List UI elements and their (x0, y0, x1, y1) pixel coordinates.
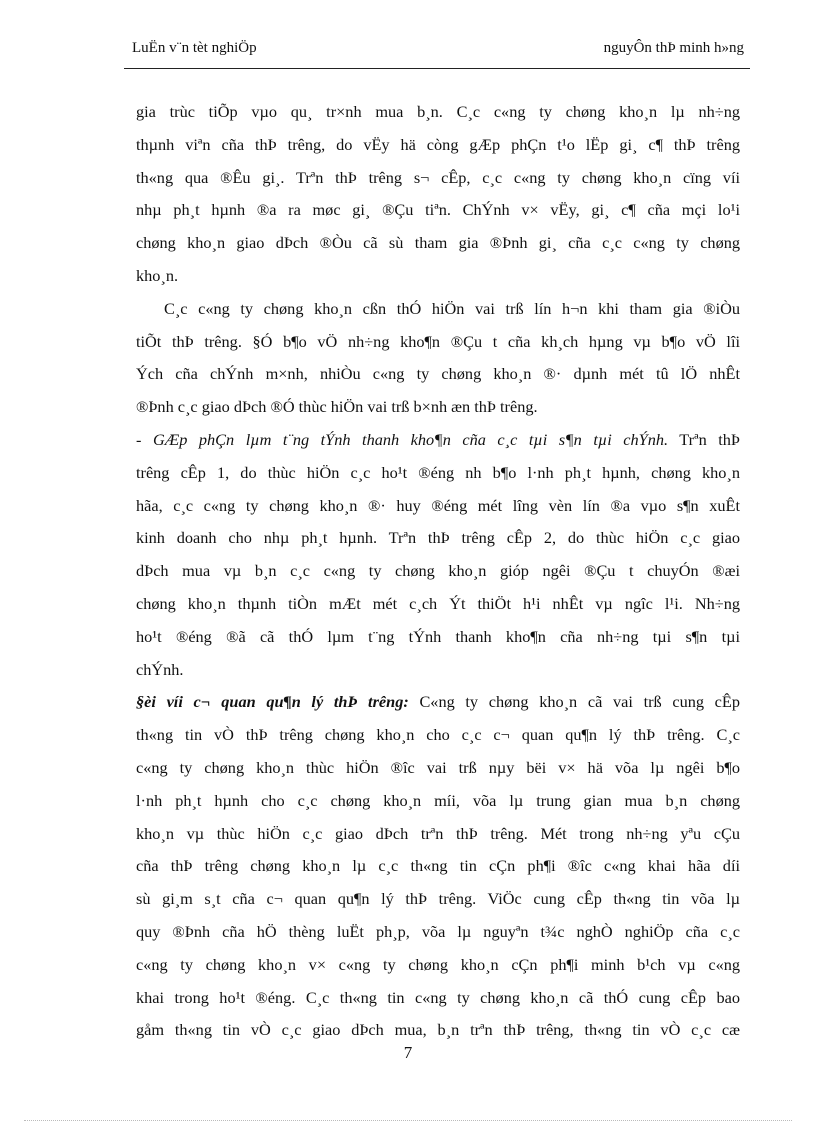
text-line: dÞch mua vµ b¸n c¸c c«ng ty chøng kho¸n gióp ngêi ®Çu t chuyÓn ®æi (136, 561, 740, 581)
text-line (136, 424, 740, 457)
text-line: gåm th«ng tin vÒ c¸c giao dÞch mua, b¸n trªn thÞ trêng, th«ng tin vÒ c¸c cæ (136, 1020, 740, 1040)
text-line: khai trong ho¹t ®éng. C¸c th«ng tin c«ng ty chøng kho¸n cã thÓ cung cÊp bao (136, 987, 740, 1007)
text-line: chÝnh. (136, 659, 184, 679)
text-line: thµnh viªn cña thÞ trêng, do vËy hä còng gÆp phÇn t¹o lËp gi¸ c¶ thÞ trêng (136, 134, 740, 154)
italic-lead: - GÆp phÇn lµm t¨ng tÝnh thanh kho¶n cña c¸c tµi s¶n tµi chÝnh. (136, 429, 669, 449)
text-line (136, 686, 740, 719)
page-bottom-rule (24, 1120, 792, 1121)
text-line: gia trùc tiÕp vµo qu¸ tr×nh mua b¸n. C¸c c«ng ty chøng kho¸n lµ nh÷ng (136, 102, 740, 121)
text-line: c«ng ty chøng kho¸n v× c«ng ty chøng kho¸n cÇn ph¶i minh b¹ch vµ c«ng (136, 954, 740, 974)
text-line: th«ng tin vÒ thÞ trêng chøng kho¸n cho c¸c c¬ quan qu¶n lý thÞ trêng. C¸c (136, 725, 740, 745)
text-line: th«ng qua ®Êu gi¸. Trªn thÞ trêng s¬ cÊp, c¸c c«ng ty chøng kho¸n cïng víi (136, 167, 740, 187)
text-line: nhµ ph¸t hµnh ®a ra møc gi¸ ®Çu tiªn. ChÝnh v× vËy, gi¸ c¶ cña mçi lo¹i (136, 200, 740, 220)
text-line: c«ng ty chøng kho¸n thùc hiÖn ®îc vai trß nµy bëi v× hä võa lµ ngêi b¶o (136, 757, 740, 777)
text-line: kho¸n. (136, 265, 179, 285)
text-line: chøng kho¸n giao dÞch ®Òu cã sù tham gia ®Þnh gi¸ cña c¸c c«ng ty chøng (136, 233, 740, 253)
text-line: ho¹t ®éng ®ã cã thÓ lµm t¨ng tÝnh thanh kho¶n cña nh÷ng tµi s¶n tµi (136, 626, 740, 646)
text-line: Ých cña chÝnh m×nh, nhiÒu c«ng ty chøng kho¸n ®· dµnh mét tû lÖ nhÊt (136, 364, 740, 384)
text-line: hãa, c¸c c«ng ty chøng kho¸n ®· huy ®éng mét lîng vèn lín ®a vµo s¶n xuÊt (136, 495, 740, 515)
text-line: kinh doanh cho nhµ ph¸t hµnh. Trªn thÞ trêng cÊp 2, do thùc hiÖn c¸c giao (136, 528, 740, 548)
header-author-right: nguyÔn thÞ minh h»ng (603, 40, 744, 56)
page-header (124, 34, 750, 70)
section-heading: §èi víi c¬ quan qu¶n lý thÞ trêng: (136, 692, 409, 712)
text-line: chøng kho¸n thµnh tiÒn mÆt mét c¸ch Ýt thiÖt h¹i nhÊt vµ ngîc l¹i. Nh÷ng (136, 593, 740, 613)
text-line: quy ®Þnh cña hÖ thèng luËt ph¸p, võa lµ nguyªn t¾c nghÒ nghiÖp cña c¸c (136, 921, 740, 941)
page-number: 7 (403, 1043, 413, 1062)
text-line: sù gi¸m s¸t cña c¬ quan qu¶n lý thÞ trêng. ViÖc cung cÊp th«ng tin võa lµ (136, 889, 740, 909)
text-line: l·nh ph¸t hµnh cho c¸c chøng kho¸n míi, võa lµ trung gian mua b¸n chøng (136, 790, 740, 810)
heading-tail: C«ng ty chøng kho¸n cã vai trß cung cÊp (408, 692, 740, 712)
text-line: ®Þnh c¸c giao dÞch ®Ó thùc hiÖn vai trß b×nh æn thÞ trêng. (136, 397, 538, 417)
text-line: cña thÞ trêng chøng kho¸n lµ c¸c th«ng tin cÇn ph¶i ®îc c«ng khai hãa díi (136, 856, 740, 876)
header-title-left: LuËn v¨n tèt nghiÖp (132, 40, 257, 56)
text-line: tiÕt thÞ trêng. §Ó b¶o vÖ nh÷ng kho¶n ®Çu t cña kh¸ch hµng vµ b¶o vÖ lîi (136, 331, 740, 351)
header-rule (124, 68, 750, 69)
text-line: kho¸n vµ thùc hiÖn c¸c giao dÞch trªn thÞ trêng. Mét trong nh÷ng yªu cÇu (136, 823, 740, 843)
text-line: C¸c c«ng ty chøng kho¸n cßn thÓ hiÖn vai trß lín h¬n khi tham gia ®iÒu (164, 298, 740, 318)
text-line: trêng cÊp 1, do thùc hiÖn c¸c ho¹t ®éng nh b¶o l·nh ph¸t hµnh, chøng kho¸n (136, 462, 740, 482)
body-text (136, 96, 740, 1047)
italic-tail: Trªn thÞ (668, 429, 740, 449)
